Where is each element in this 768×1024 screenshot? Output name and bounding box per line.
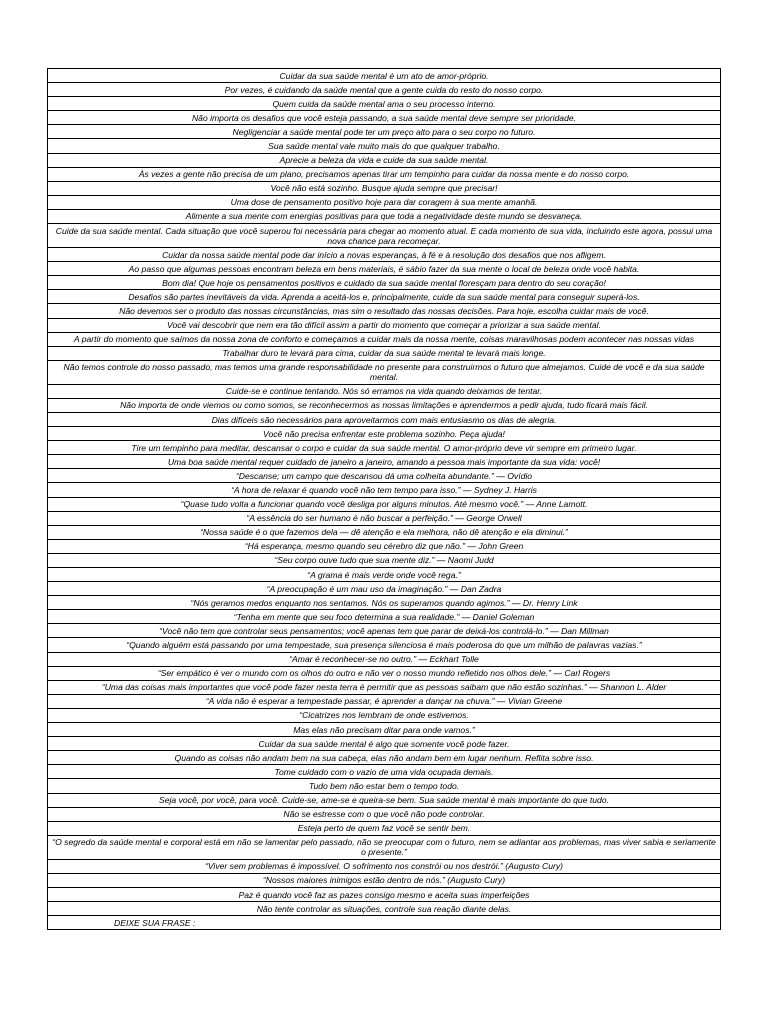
footer-row (48, 916, 721, 930)
quote-text: “Quando alguém está passando por uma tempestade, sua presença silenciosa é mais poderosa do que um milhão de palavras vazias.” (48, 638, 721, 652)
quotes-table-body (48, 69, 721, 930)
quote-text: “Nossos maiores inimigos estão dentro de nós.” (Augusto Cury) (48, 873, 721, 887)
quote-text: Você vai descobrir que nem era tão difícil assim a partir do momento que começar a priorizar a sua saúde mental. (48, 318, 721, 332)
quote-text: Aprecie a beleza da vida e cuide da sua saúde mental. (48, 153, 721, 167)
quote-row (48, 680, 721, 694)
quote-text: Cuide da sua saúde mental. Cada situação que você superou foi necessária para chegar ao momento atual. E cada momento de sua vida, incluindo este agora, possui uma nova chance para recomeçar. (48, 224, 721, 248)
quote-row (48, 902, 721, 916)
quote-row (48, 723, 721, 737)
quote-text: “A essência do ser humano é não buscar a perfeição.” — George Orwell (48, 511, 721, 525)
quote-text: Cuidar da sua saúde mental é algo que somente você pode fazer. (48, 737, 721, 751)
quote-row (48, 652, 721, 666)
quote-row (48, 455, 721, 469)
quote-text: Seja você, por você, para você. Cuide-se, ame-se e queira-se bem. Sua saúde mental é mais importante do que tudo. (48, 793, 721, 807)
quote-text: “A vida não é esperar a tempestade passar, é aprender a dançar na chuva.” — Vivian Greene (48, 694, 721, 708)
quote-row (48, 332, 721, 346)
quote-row (48, 248, 721, 262)
quote-row (48, 469, 721, 483)
quote-text: Por vezes, é cuidando da saúde mental que a gente cuida do resto do nosso corpo. (48, 83, 721, 97)
quote-text: Não importa de onde viemos ou como somos, se reconhecermos as nossas limitações e aprendermos a pedir ajuda, tudo ficará mais fácil. (48, 398, 721, 412)
quote-text: Negligenciar a saúde mental pode ter um preço alto para o seu corpo no futuro. (48, 125, 721, 139)
quote-text: Cuidar da sua saúde mental é um ato de amor-próprio. (48, 69, 721, 83)
quote-row (48, 398, 721, 412)
quotes-table (47, 68, 721, 930)
quote-row (48, 873, 721, 887)
quote-row (48, 97, 721, 111)
quote-text: Às vezes a gente não precisa de um plano, precisamos apenas tirar um tempinho para cuidar da nossa mente e do nosso corpo. (48, 167, 721, 181)
quote-row (48, 290, 721, 304)
quote-row (48, 596, 721, 610)
quote-text: Esteja perto de quem faz você se sentir bem. (48, 821, 721, 835)
quote-row (48, 807, 721, 821)
quote-text: Cuide-se e continue tentando. Nós só erramos na vida quando deixamos de tentar. (48, 384, 721, 398)
quote-row (48, 276, 721, 290)
quote-row (48, 737, 721, 751)
quote-text: “Você não tem que controlar seus pensamentos; você apenas tem que parar de deixá-los controlá-lo.” — Dan Millman (48, 624, 721, 638)
quote-row (48, 195, 721, 209)
quote-text: “Há esperança, mesmo quando seu cérebro diz que não.” — John Green (48, 539, 721, 553)
quote-text: “Amar é reconhecer-se no outro.” — Eckhart Tolle (48, 652, 721, 666)
quote-text: “Ser empático é ver o mundo com os olhos do outro e não ver o nosso mundo refletido nos olhos dele.” — Carl Rogers (48, 666, 721, 680)
quote-row (48, 262, 721, 276)
quote-row (48, 153, 721, 167)
quote-text: Não devemos ser o produto das nossas circunstâncias, mas sim o resultado das nossas decisões. Para hoje, escolha cuidar mais de você. (48, 304, 721, 318)
quote-text: Trabalhar duro te levará para cima, cuidar da sua saúde mental te levará mais longe. (48, 346, 721, 360)
quote-text: “Seu corpo ouve tudo que sua mente diz.” — Naomi Judd (48, 553, 721, 567)
quote-text: Não se estresse com o que você não pode controlar. (48, 807, 721, 821)
quote-row (48, 887, 721, 901)
quote-text: Alimente a sua mente com energias positivas para que toda a negatividade deste mundo se desvaneça. (48, 209, 721, 223)
quote-text: Ao passo que algumas pessoas encontram beleza em bens materiais, é sábio fazer da sua mente o local de beleza onde você habita. (48, 262, 721, 276)
quote-text: “O segredo da saúde mental e corporal está em não se lamentar pelo passado, não se preocupar com o futuro, nem se adiantar aos problemas, mas viver sabia e seriamente o presente.” (48, 835, 721, 859)
quote-text: Quem cuida da saúde mental ama o seu processo interno. (48, 97, 721, 111)
quote-row (48, 209, 721, 223)
quote-text: A partir do momento que saímos da nossa zona de conforto e começamos a cuidar mais da nossa mente, coisas maravilhosas podem acontecer nas nossas vidas (48, 332, 721, 346)
quote-text: Cuidar da nossa saúde mental pode dar início a novas esperanças, à fé e à resolução dos desafios que nos afligem. (48, 248, 721, 262)
quote-row (48, 859, 721, 873)
quote-text: Mas elas não precisam ditar para onde vamos.” (48, 723, 721, 737)
quote-text: Você não está sozinho. Busque ajuda sempre que precisar! (48, 181, 721, 195)
quote-text: “Cicatrizes nos lembram de onde estivemos. (48, 708, 721, 722)
quote-row (48, 412, 721, 426)
quote-row (48, 821, 721, 835)
quote-row (48, 793, 721, 807)
quote-row (48, 69, 721, 83)
quote-row (48, 779, 721, 793)
quote-row (48, 624, 721, 638)
quote-row (48, 224, 721, 248)
quote-text: “A hora de relaxar é quando você não tem tempo para isso.” — Sydney J. Harris (48, 483, 721, 497)
quote-row (48, 346, 721, 360)
quote-row (48, 318, 721, 332)
quote-row (48, 610, 721, 624)
quote-text: Uma dose de pensamento positivo hoje para dar coragem à sua mente amanhã. (48, 195, 721, 209)
quote-row (48, 694, 721, 708)
quote-row (48, 638, 721, 652)
quote-text: Sua saúde mental vale muito mais do que qualquer trabalho. (48, 139, 721, 153)
quote-row (48, 568, 721, 582)
quote-text: “Descanse; um campo que descansou dá uma colheita abundante.” — Ovídio (48, 469, 721, 483)
quote-text: Quando as coisas não andam bem na sua cabeça, elas não andam bem em lugar nenhum. Reflita sobre isso. (48, 751, 721, 765)
quote-row (48, 427, 721, 441)
quote-text: Não tente controlar as situações, controle sua reação diante delas. (48, 902, 721, 916)
quote-text: “Nossa saúde é o que fazemos dela — dê atenção e ela melhora, não dê atenção e ela diminui.” (48, 525, 721, 539)
quote-text: “Uma das coisas mais importantes que você pode fazer nesta terra é permitir que as pessoas saibam que não estão sozinhas.” — Shannon L. Alder (48, 680, 721, 694)
quote-text: “A preocupação é um mau uso da imaginação.” — Dan Zadra (48, 582, 721, 596)
quote-text: Bom dia! Que hoje os pensamentos positivos e cuidado da sua saúde mental floresçam para dentro do seu coração! (48, 276, 721, 290)
quote-row (48, 539, 721, 553)
quote-row (48, 525, 721, 539)
quote-text: “Nós geramos medos enquanto nos sentamos. Nós os superamos quando agimos.” — Dr. Henry Link (48, 596, 721, 610)
quote-row (48, 360, 721, 384)
quote-row (48, 181, 721, 195)
quote-text: “A grama é mais verde onde você rega.” (48, 568, 721, 582)
footer-label: DEIXE SUA FRASE : (48, 916, 721, 930)
quote-row (48, 83, 721, 97)
quote-text: Você não precisa enfrentar este problema sozinho. Peça ajuda! (48, 427, 721, 441)
quote-row (48, 751, 721, 765)
quote-text: Desafios são partes inevitáveis da vida. Aprenda a aceitá-los e, principalmente, cuide da sua saúde mental para conseguir superá-los. (48, 290, 721, 304)
quote-row (48, 167, 721, 181)
quote-text: Tire um tempinho para meditar, descansar o corpo e cuidar da sua saúde mental. O amor-próprio deve vir sempre em primeiro lugar. (48, 441, 721, 455)
quote-text: “Viver sem problemas é impossível. O sofrimento nos constrói ou nos destrói.” (Augusto Cury) (48, 859, 721, 873)
quote-text: Tome cuidado com o vazio de uma vida ocupada demais. (48, 765, 721, 779)
quote-row (48, 708, 721, 722)
quote-text: “Quase tudo volta a funcionar quando você desliga por alguns minutos. Até mesmo você.” — Anne Lamott. (48, 497, 721, 511)
quote-text: “Tenha em mente que seu foco determina a sua realidade.” — Daniel Goleman (48, 610, 721, 624)
quote-text: Não temos controle do nosso passado, mas temos uma grande responsabilidade no presente para construirmos o futuro que almejamos. Cuide de você e da sua saúde mental. (48, 360, 721, 384)
quote-row (48, 582, 721, 596)
quote-row (48, 441, 721, 455)
quote-text: Paz é quando você faz as pazes consigo mesmo e aceita suas imperfeições (48, 887, 721, 901)
quote-row (48, 139, 721, 153)
quote-row (48, 765, 721, 779)
quote-row (48, 483, 721, 497)
quote-row (48, 304, 721, 318)
quote-row (48, 835, 721, 859)
quote-row (48, 553, 721, 567)
quote-row (48, 666, 721, 680)
quote-text: Não importa os desafios que você esteja passando, a sua saúde mental deve sempre ser prioridade. (48, 111, 721, 125)
quote-row (48, 111, 721, 125)
quote-text: Uma boa saúde mental requer cuidado de janeiro a janeiro, amando a pessoa mais importante da sua vida: você! (48, 455, 721, 469)
quote-row (48, 384, 721, 398)
quote-text: Dias difíceis são necessários para aproveitarmos com mais entusiasmo os dias de alegria. (48, 412, 721, 426)
quote-row (48, 125, 721, 139)
quote-row (48, 497, 721, 511)
quote-text: Tudo bem não estar bem o tempo todo. (48, 779, 721, 793)
quote-row (48, 511, 721, 525)
